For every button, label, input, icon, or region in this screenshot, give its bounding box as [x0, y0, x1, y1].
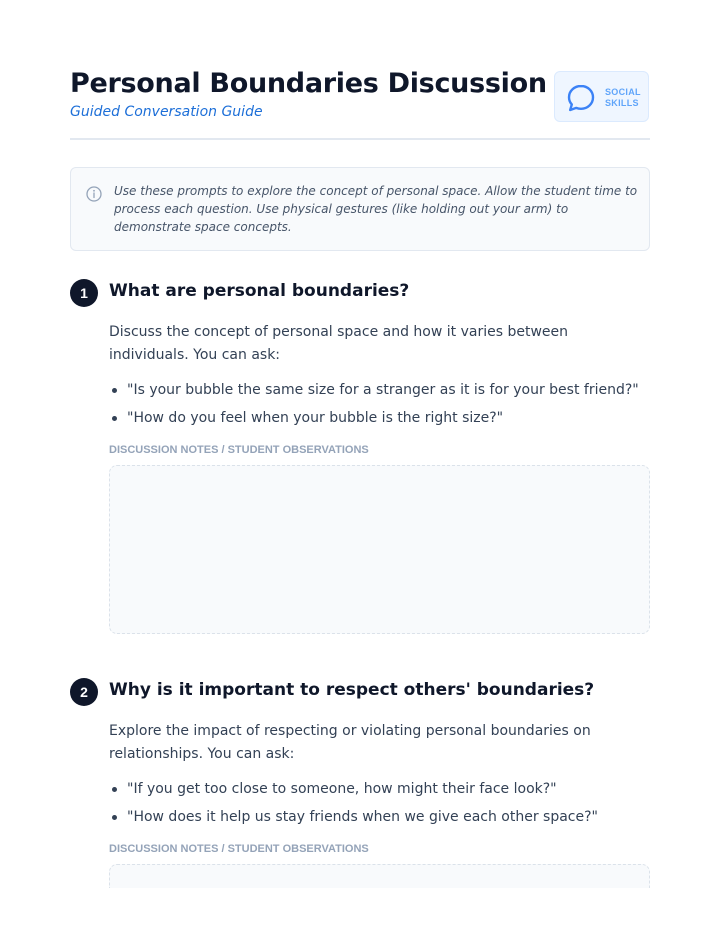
prompt-item: "If you get too close to someone, how might their face look?" — [109, 779, 650, 807]
prompt-item: "How do you feel when your bubble is the right size?" — [109, 408, 650, 436]
badge-label-line2: SKILLS — [605, 98, 639, 108]
notes-label: DISCUSSION NOTES / STUDENT OBSERVATIONS — [109, 444, 369, 456]
question-number: 1 — [70, 279, 98, 307]
page-subtitle: Guided Conversation Guide — [70, 104, 263, 120]
discussion-notes-area[interactable] — [109, 864, 650, 888]
question-description: Discuss the concept of personal space and how it varies between individuals. You can ask: — [109, 324, 569, 363]
instructions-box — [70, 167, 650, 251]
social-skills-badge — [554, 71, 649, 122]
badge-label — [605, 87, 641, 109]
prompt-item: "Is your bubble the same size for a stranger as it is for your best friend?" — [109, 380, 650, 408]
header-divider — [70, 138, 650, 140]
speech-bubble-icon — [566, 83, 596, 113]
info-circle-icon — [86, 186, 102, 202]
prompt-item: "How does it help us stay friends when we give each other space?" — [109, 807, 650, 835]
badge-label-line1: SOCIAL — [605, 87, 641, 97]
page-title: Personal Boundaries Discussion — [70, 68, 547, 99]
discussion-notes-area[interactable] — [109, 465, 650, 634]
question-title: Why is it important to respect others' boundaries? — [109, 680, 595, 700]
prompt-list — [109, 779, 650, 835]
instructions-text: Use these prompts to explore the concept of personal space. Allow the student time to process each question. Use physical gestures (like holding out your arm) to demonstrate space concepts. — [114, 184, 638, 234]
question-title: What are personal boundaries? — [109, 281, 410, 301]
prompt-list — [109, 380, 650, 436]
notes-label: DISCUSSION NOTES / STUDENT OBSERVATIONS — [109, 843, 369, 855]
question-number: 2 — [70, 678, 98, 706]
question-description: Explore the impact of respecting or violating personal boundaries on relationships. You can ask: — [109, 723, 591, 762]
